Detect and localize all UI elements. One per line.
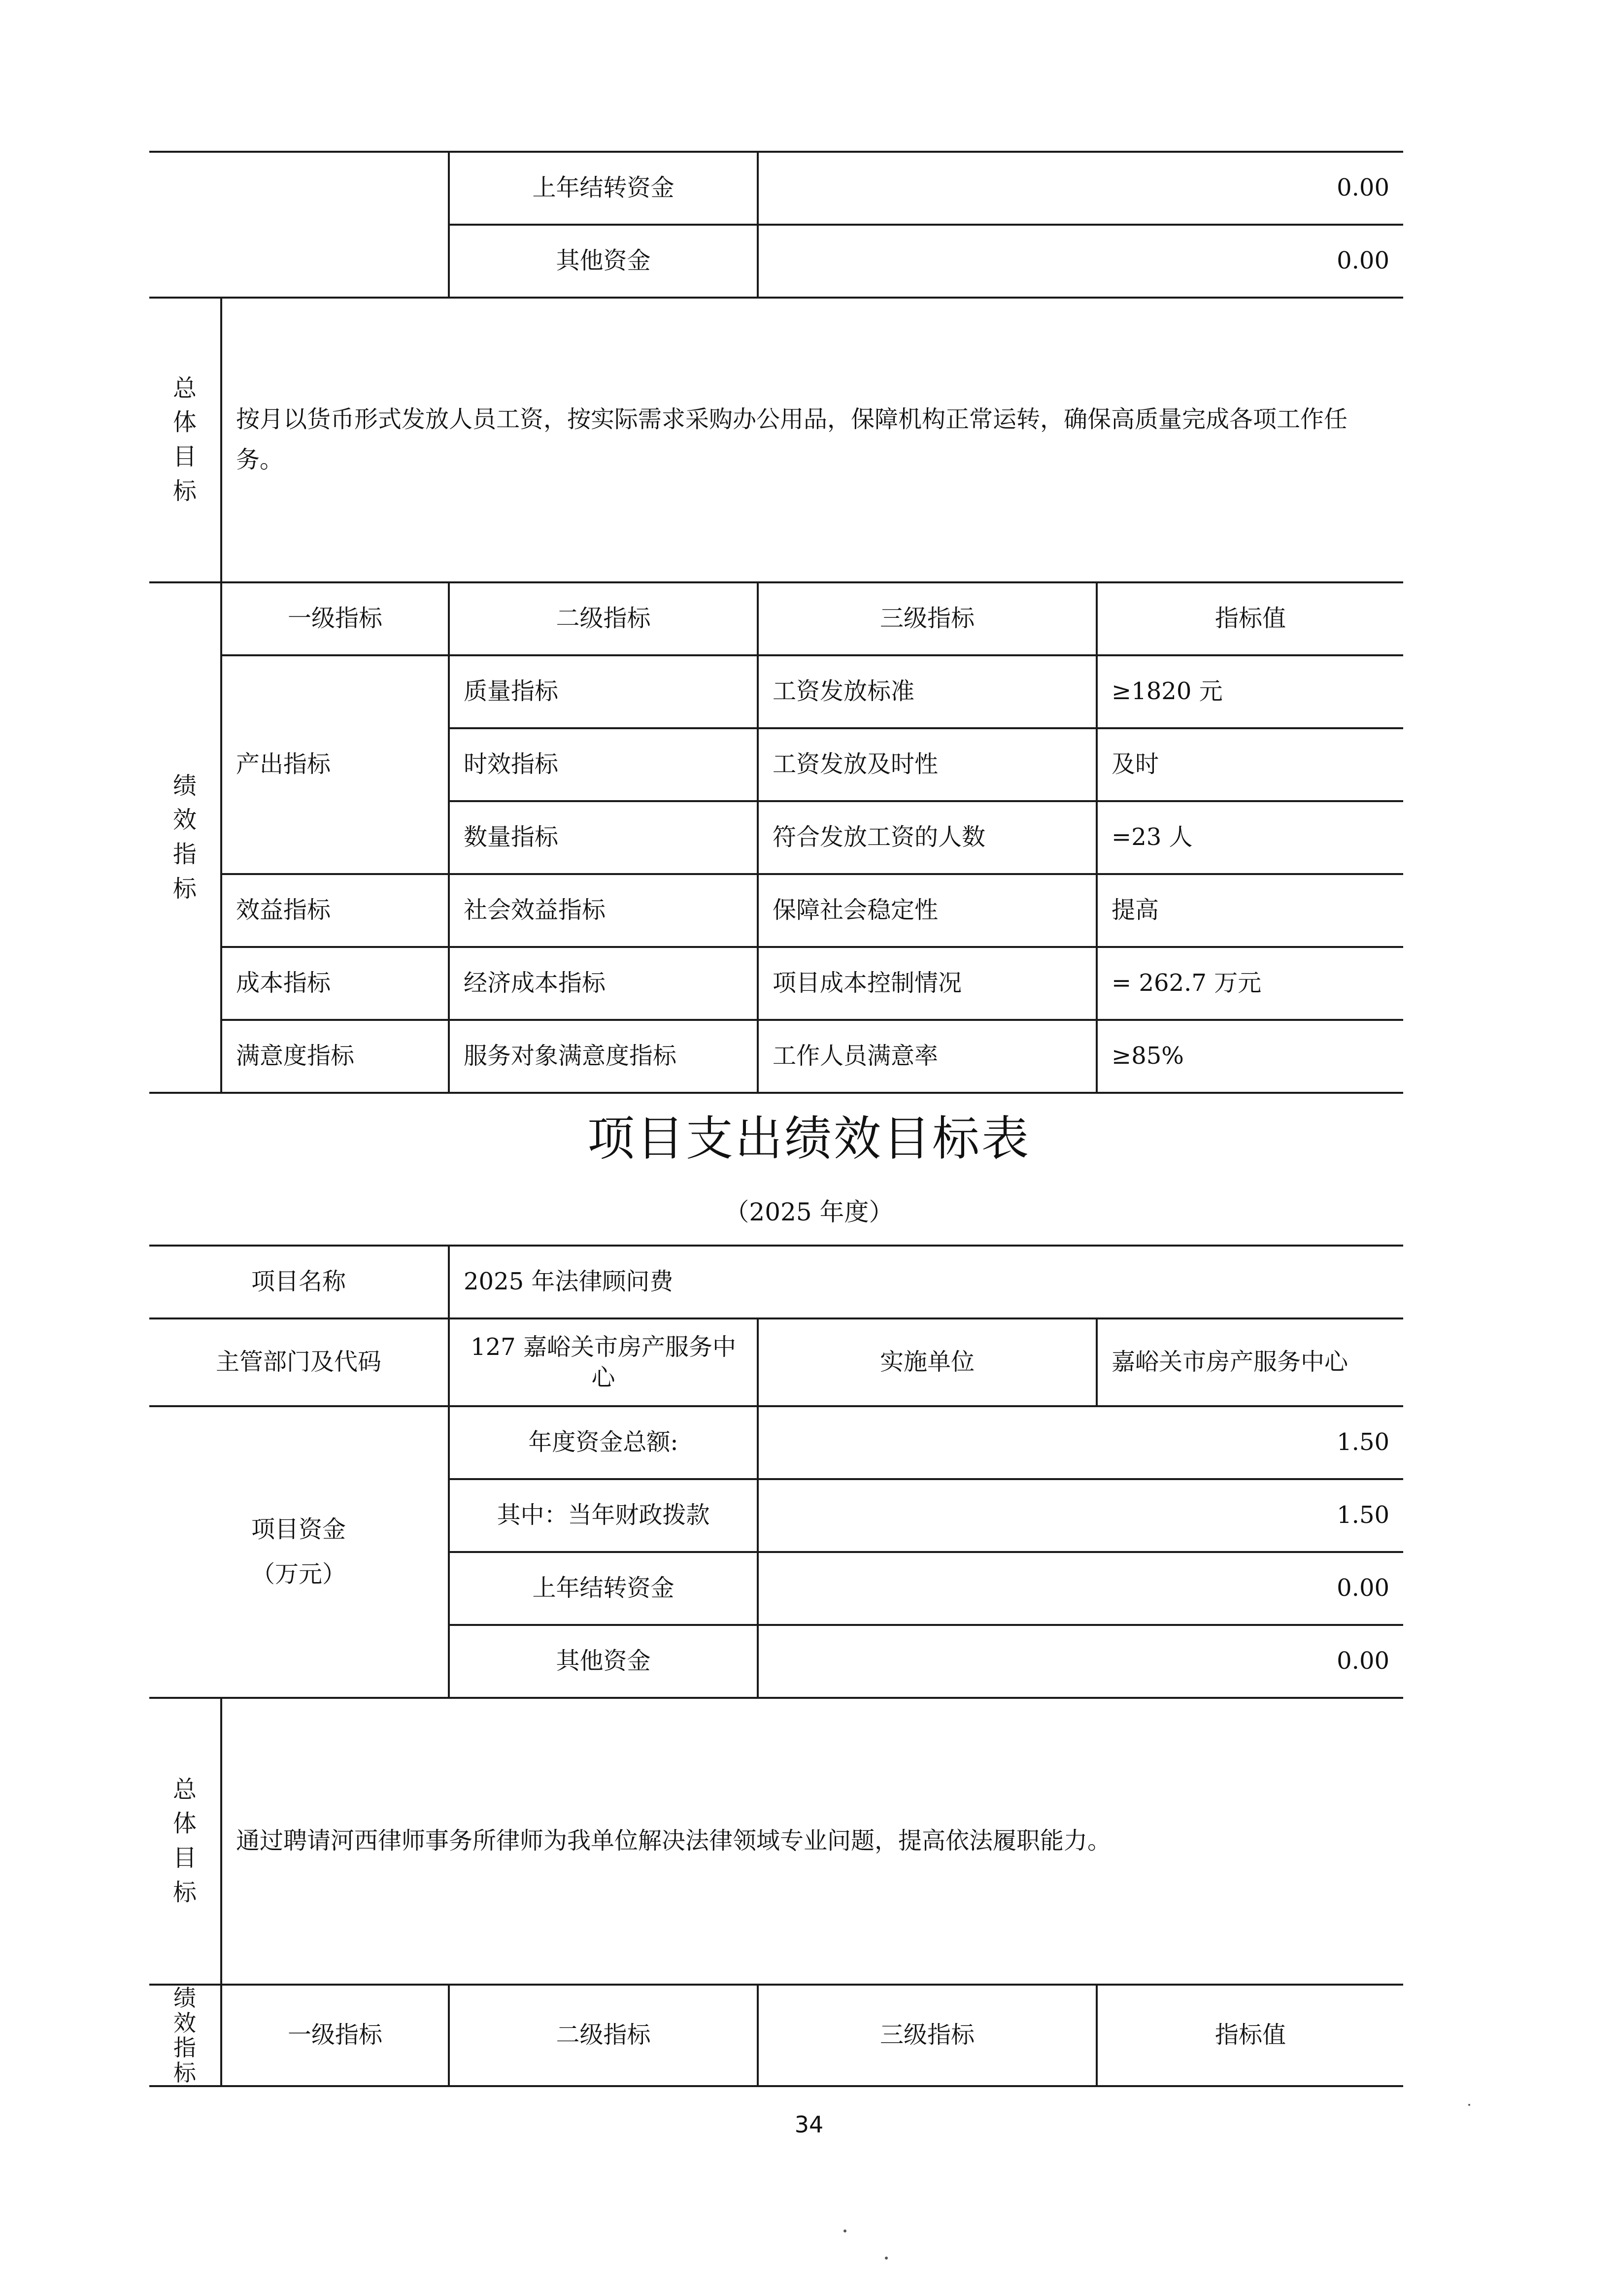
- level1-cell: 成本指标: [221, 947, 449, 1020]
- level3-cell: 保障社会稳定性: [758, 874, 1097, 947]
- header-value: 指标值: [1097, 582, 1403, 655]
- impl-value: 嘉峪关市房产服务中心: [1097, 1318, 1403, 1406]
- level2-cell: 社会效益指标: [449, 874, 758, 947]
- funding-label: 其中：当年财政拨款: [449, 1479, 758, 1552]
- header-value: 指标值: [1097, 1985, 1403, 2086]
- indicator-value: 及时: [1097, 728, 1403, 801]
- indicator-value: ≥85%: [1097, 1020, 1403, 1093]
- funding-label: 其他资金: [449, 1625, 758, 1698]
- level3-cell: 工资发放及时性: [758, 728, 1097, 801]
- page-subtitle: （2025 年度）: [724, 1198, 894, 1226]
- funding-value: 1.50: [758, 1406, 1403, 1479]
- indicator-row: [149, 655, 1403, 728]
- funding-value: 0.00: [758, 1625, 1403, 1698]
- funding-value: 0.00: [758, 152, 1403, 225]
- indicators-label: 绩 效 指 标: [149, 582, 221, 1093]
- level3-cell: 工作人员满意率: [758, 1020, 1097, 1093]
- level1-cell: 满意度指标: [221, 1020, 449, 1093]
- header-level3: 三级指标: [758, 1985, 1097, 2086]
- funding-label: 年度资金总额:: [449, 1406, 758, 1479]
- indicator-header-row: [149, 1985, 1403, 2086]
- level2-cell: 质量指标: [449, 655, 758, 728]
- level3-cell: 项目成本控制情况: [758, 947, 1097, 1020]
- funding-label: 上年结转资金: [449, 152, 758, 225]
- funding-label: 其他资金: [449, 225, 758, 298]
- department-row: [149, 1318, 1403, 1406]
- scan-speck: [843, 2229, 846, 2232]
- funds-label: 项目资金: [251, 1515, 346, 1543]
- project-name-row: [149, 1246, 1403, 1318]
- impl-label: 实施单位: [758, 1318, 1097, 1406]
- goal-label: 总 体 目 标: [149, 298, 221, 582]
- funds-label-cell: [149, 1406, 449, 1698]
- level2-cell: 时效指标: [449, 728, 758, 801]
- funds-label-cell: [149, 152, 449, 298]
- indicator-header-row: [149, 582, 1403, 655]
- indicator-value: = 262.7 万元: [1097, 947, 1403, 1020]
- funding-row: [149, 1406, 1403, 1479]
- funding-value: 0.00: [758, 1552, 1403, 1625]
- level2-cell: 经济成本指标: [449, 947, 758, 1020]
- project-name-value: 2025 年法律顾问费: [449, 1246, 1403, 1318]
- scan-speck: [1468, 2104, 1470, 2106]
- header-level1: 一级指标: [221, 1985, 449, 2086]
- indicator-value: 提高: [1097, 874, 1403, 947]
- funding-value: 1.50: [758, 1479, 1403, 1552]
- indicator-value: ≥1820 元: [1097, 655, 1403, 728]
- goal-row: [149, 298, 1403, 582]
- funds-unit: （万元）: [251, 1560, 346, 1588]
- header-level2: 二级指标: [449, 582, 758, 655]
- level2-cell: 数量指标: [449, 801, 758, 874]
- level1-cell: 产出指标: [221, 655, 449, 874]
- dept-label: 主管部门及代码: [149, 1318, 449, 1406]
- funding-label: 上年结转资金: [449, 1552, 758, 1625]
- indicator-row: [149, 1020, 1403, 1093]
- indicator-row: [149, 947, 1403, 1020]
- indicator-row: [149, 874, 1403, 947]
- bottom-performance-table: [149, 1245, 1403, 2087]
- indicators-label: 绩 效 指 标: [149, 1985, 221, 2086]
- level3-cell: 工资发放标准: [758, 655, 1097, 728]
- header-level2: 二级指标: [449, 1985, 758, 2086]
- funding-value: 0.00: [758, 225, 1403, 298]
- goal-text: 通过聘请河西律师事务所律师为我单位解决法律领域专业问题，提高依法履职能力。: [221, 1698, 1403, 1985]
- top-performance-table: [149, 151, 1403, 1094]
- goal-row: [149, 1698, 1403, 1985]
- funding-row: [149, 152, 1403, 225]
- page-number: 34: [794, 2111, 824, 2138]
- goal-text: 按月以货币形式发放人员工资，按实际需求采购办公用品，保障机构正常运转，确保高质量完成各项工作任务。: [221, 298, 1403, 582]
- header-level1: 一级指标: [221, 582, 449, 655]
- level2-cell: 服务对象满意度指标: [449, 1020, 758, 1093]
- indicator-value: =23 人: [1097, 801, 1403, 874]
- level1-cell: 效益指标: [221, 874, 449, 947]
- dept-value: 127 嘉峪关市房产服务中心: [449, 1318, 758, 1406]
- header-level3: 三级指标: [758, 582, 1097, 655]
- scan-speck: [885, 2257, 888, 2260]
- goal-label: 总 体 目 标: [149, 1698, 221, 1985]
- project-name-label: 项目名称: [149, 1246, 449, 1318]
- page-title: 项目支出绩效目标表: [587, 1111, 1031, 1166]
- level3-cell: 符合发放工资的人数: [758, 801, 1097, 874]
